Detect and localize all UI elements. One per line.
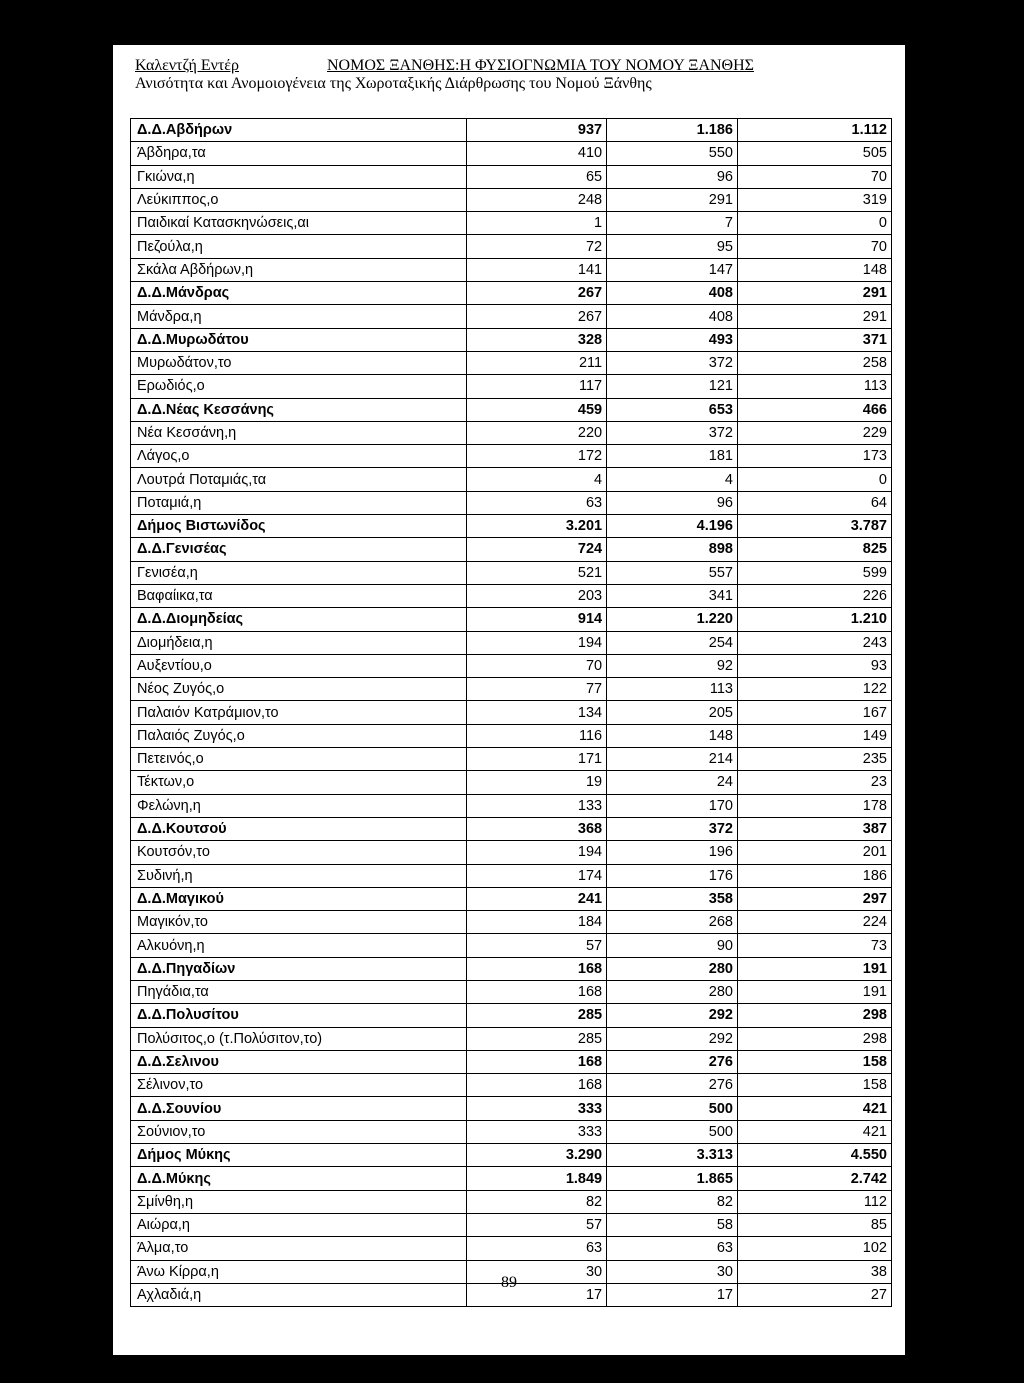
table-row-total bbox=[131, 119, 892, 142]
value-cell-1: 194 bbox=[467, 841, 607, 864]
value-cell-2: 95 bbox=[607, 235, 738, 258]
table-row-total bbox=[131, 515, 892, 538]
settlement-name-cell: Αχλαδιά,η bbox=[131, 1283, 467, 1306]
value-cell-3: 466 bbox=[737, 398, 891, 421]
value-cell-1: 171 bbox=[467, 748, 607, 771]
settlement-name-cell: Γενισέα,η bbox=[131, 561, 467, 584]
value-cell-1: 521 bbox=[467, 561, 607, 584]
value-cell-3: 186 bbox=[737, 864, 891, 887]
value-cell-3: 421 bbox=[737, 1097, 891, 1120]
document-page bbox=[113, 45, 905, 1355]
value-cell-1: 172 bbox=[467, 445, 607, 468]
value-cell-3: 291 bbox=[737, 305, 891, 328]
value-cell-2: 408 bbox=[607, 282, 738, 305]
table-row-total bbox=[131, 398, 892, 421]
value-cell-1: 77 bbox=[467, 678, 607, 701]
value-cell-1: 141 bbox=[467, 258, 607, 281]
settlement-name-cell: Άβδηρα,τα bbox=[131, 142, 467, 165]
value-cell-1: 328 bbox=[467, 328, 607, 351]
table-row bbox=[131, 864, 892, 887]
table-row bbox=[131, 235, 892, 258]
value-cell-3: 298 bbox=[737, 1027, 891, 1050]
value-cell-3: 291 bbox=[737, 282, 891, 305]
value-cell-1: 241 bbox=[467, 887, 607, 910]
header-subtitle: Ανισότητα και Ανομοιογένεια της Χωροταξικής Διάρθρωσης του Νομού Ξάνθης bbox=[135, 75, 652, 92]
table-body bbox=[131, 119, 892, 1307]
value-cell-1: 333 bbox=[467, 1097, 607, 1120]
table-row bbox=[131, 468, 892, 491]
value-cell-3: 319 bbox=[737, 188, 891, 211]
value-cell-3: 371 bbox=[737, 328, 891, 351]
settlement-name-cell: Τέκτων,ο bbox=[131, 771, 467, 794]
value-cell-1: 203 bbox=[467, 584, 607, 607]
table-row bbox=[131, 1190, 892, 1213]
value-cell-2: 170 bbox=[607, 794, 738, 817]
table-row bbox=[131, 584, 892, 607]
table-row-total bbox=[131, 1144, 892, 1167]
value-cell-1: 3.201 bbox=[467, 515, 607, 538]
value-cell-3: 4.550 bbox=[737, 1144, 891, 1167]
table-row bbox=[131, 701, 892, 724]
table-row-total bbox=[131, 538, 892, 561]
value-cell-1: 1.849 bbox=[467, 1167, 607, 1190]
table-row-total bbox=[131, 608, 892, 631]
settlement-name-cell: Δ.Δ.Πηγαδίων bbox=[131, 957, 467, 980]
value-cell-2: 1.186 bbox=[607, 119, 738, 142]
value-cell-1: 82 bbox=[467, 1190, 607, 1213]
value-cell-2: 292 bbox=[607, 1027, 738, 1050]
table-row bbox=[131, 142, 892, 165]
settlement-name-cell: Δ.Δ.Μάνδρας bbox=[131, 282, 467, 305]
value-cell-2: 280 bbox=[607, 980, 738, 1003]
value-cell-3: 191 bbox=[737, 980, 891, 1003]
settlement-name-cell: Σμίνθη,η bbox=[131, 1190, 467, 1213]
value-cell-2: 214 bbox=[607, 748, 738, 771]
value-cell-2: 898 bbox=[607, 538, 738, 561]
settlement-name-cell: Μάνδρα,η bbox=[131, 305, 467, 328]
value-cell-3: 27 bbox=[737, 1283, 891, 1306]
value-cell-3: 158 bbox=[737, 1050, 891, 1073]
value-cell-1: 168 bbox=[467, 1050, 607, 1073]
value-cell-2: 4 bbox=[607, 468, 738, 491]
value-cell-1: 174 bbox=[467, 864, 607, 887]
value-cell-2: 1.865 bbox=[607, 1167, 738, 1190]
value-cell-2: 90 bbox=[607, 934, 738, 957]
value-cell-2: 58 bbox=[607, 1213, 738, 1236]
settlement-name-cell: Αυξεντίου,ο bbox=[131, 654, 467, 677]
value-cell-2: 121 bbox=[607, 375, 738, 398]
value-cell-3: 243 bbox=[737, 631, 891, 654]
settlement-name-cell: Ποταμιά,η bbox=[131, 491, 467, 514]
value-cell-2: 276 bbox=[607, 1074, 738, 1097]
header-line bbox=[135, 57, 875, 75]
value-cell-2: 148 bbox=[607, 724, 738, 747]
table-row-total bbox=[131, 328, 892, 351]
value-cell-3: 1.112 bbox=[737, 119, 891, 142]
value-cell-3: 224 bbox=[737, 911, 891, 934]
value-cell-3: 64 bbox=[737, 491, 891, 514]
value-cell-3: 158 bbox=[737, 1074, 891, 1097]
settlement-name-cell: Άλμα,το bbox=[131, 1237, 467, 1260]
value-cell-1: 184 bbox=[467, 911, 607, 934]
value-cell-3: 226 bbox=[737, 584, 891, 607]
value-cell-2: 500 bbox=[607, 1120, 738, 1143]
value-cell-1: 724 bbox=[467, 538, 607, 561]
table-row-total bbox=[131, 282, 892, 305]
settlement-name-cell: Πετεινός,ο bbox=[131, 748, 467, 771]
table-row-total bbox=[131, 957, 892, 980]
table-row bbox=[131, 351, 892, 374]
value-cell-1: 1 bbox=[467, 212, 607, 235]
value-cell-1: 63 bbox=[467, 491, 607, 514]
value-cell-3: 229 bbox=[737, 421, 891, 444]
table-row bbox=[131, 1120, 892, 1143]
value-cell-2: 181 bbox=[607, 445, 738, 468]
settlement-name-cell: Ερωδιός,ο bbox=[131, 375, 467, 398]
table-row-total bbox=[131, 887, 892, 910]
value-cell-3: 201 bbox=[737, 841, 891, 864]
value-cell-1: 914 bbox=[467, 608, 607, 631]
value-cell-1: 333 bbox=[467, 1120, 607, 1143]
value-cell-2: 254 bbox=[607, 631, 738, 654]
settlement-name-cell: Δήμος Μύκης bbox=[131, 1144, 467, 1167]
value-cell-3: 149 bbox=[737, 724, 891, 747]
value-cell-1: 63 bbox=[467, 1237, 607, 1260]
value-cell-1: 937 bbox=[467, 119, 607, 142]
settlement-name-cell: Νέος Ζυγός,ο bbox=[131, 678, 467, 701]
table-row bbox=[131, 841, 892, 864]
settlement-name-cell: Δ.Δ.Μαγικού bbox=[131, 887, 467, 910]
table-row bbox=[131, 212, 892, 235]
table-row bbox=[131, 794, 892, 817]
value-cell-2: 1.220 bbox=[607, 608, 738, 631]
settlement-name-cell: Γκιώνα,η bbox=[131, 165, 467, 188]
value-cell-2: 196 bbox=[607, 841, 738, 864]
value-cell-2: 205 bbox=[607, 701, 738, 724]
value-cell-2: 372 bbox=[607, 421, 738, 444]
table-row bbox=[131, 305, 892, 328]
value-cell-1: 267 bbox=[467, 305, 607, 328]
value-cell-3: 148 bbox=[737, 258, 891, 281]
value-cell-2: 268 bbox=[607, 911, 738, 934]
value-cell-2: 7 bbox=[607, 212, 738, 235]
value-cell-2: 30 bbox=[607, 1260, 738, 1283]
value-cell-1: 117 bbox=[467, 375, 607, 398]
settlement-name-cell: Νέα Κεσσάνη,η bbox=[131, 421, 467, 444]
value-cell-3: 258 bbox=[737, 351, 891, 374]
settlement-name-cell: Δ.Δ.Σουνίου bbox=[131, 1097, 467, 1120]
value-cell-3: 173 bbox=[737, 445, 891, 468]
settlement-name-cell: Διομήδεια,η bbox=[131, 631, 467, 654]
settlement-name-cell: Αλκυόνη,η bbox=[131, 934, 467, 957]
settlement-name-cell: Λουτρά Ποταμιάς,τα bbox=[131, 468, 467, 491]
value-cell-2: 372 bbox=[607, 817, 738, 840]
settlement-name-cell: Δ.Δ.Μυρωδάτου bbox=[131, 328, 467, 351]
population-table-container bbox=[130, 118, 892, 1307]
table-row-total bbox=[131, 1004, 892, 1027]
value-cell-1: 285 bbox=[467, 1004, 607, 1027]
value-cell-1: 134 bbox=[467, 701, 607, 724]
value-cell-3: 2.742 bbox=[737, 1167, 891, 1190]
table-row bbox=[131, 165, 892, 188]
value-cell-1: 368 bbox=[467, 817, 607, 840]
value-cell-2: 280 bbox=[607, 957, 738, 980]
table-row bbox=[131, 1074, 892, 1097]
value-cell-3: 23 bbox=[737, 771, 891, 794]
value-cell-2: 24 bbox=[607, 771, 738, 794]
table-row bbox=[131, 980, 892, 1003]
value-cell-1: 168 bbox=[467, 980, 607, 1003]
value-cell-3: 102 bbox=[737, 1237, 891, 1260]
value-cell-1: 168 bbox=[467, 1074, 607, 1097]
table-row-total bbox=[131, 1167, 892, 1190]
value-cell-3: 387 bbox=[737, 817, 891, 840]
value-cell-2: 96 bbox=[607, 165, 738, 188]
settlement-name-cell: Δ.Δ.Μύκης bbox=[131, 1167, 467, 1190]
settlement-name-cell: Φελώνη,η bbox=[131, 794, 467, 817]
table-row bbox=[131, 1237, 892, 1260]
settlement-name-cell: Δ.Δ.Κουτσού bbox=[131, 817, 467, 840]
settlement-name-cell: Μυρωδάτον,το bbox=[131, 351, 467, 374]
settlement-name-cell: Αιώρα,η bbox=[131, 1213, 467, 1236]
header-title: ΝΟΜΟΣ ΞΑΝΘΗΣ:Η ΦΥΣΙΟΓΝΩΜΙΑ ΤΟΥ ΝΟΜΟΥ ΞΑΝΘΗΣ bbox=[327, 57, 754, 74]
value-cell-2: 408 bbox=[607, 305, 738, 328]
value-cell-2: 3.313 bbox=[607, 1144, 738, 1167]
value-cell-3: 122 bbox=[737, 678, 891, 701]
settlement-name-cell: Πεζούλα,η bbox=[131, 235, 467, 258]
value-cell-3: 0 bbox=[737, 468, 891, 491]
settlement-name-cell: Λάγος,ο bbox=[131, 445, 467, 468]
table-row bbox=[131, 188, 892, 211]
value-cell-2: 291 bbox=[607, 188, 738, 211]
value-cell-1: 70 bbox=[467, 654, 607, 677]
page-header bbox=[135, 57, 875, 93]
table-row-total bbox=[131, 817, 892, 840]
table-row bbox=[131, 445, 892, 468]
settlement-name-cell: Βαφαίικα,τα bbox=[131, 584, 467, 607]
header-author: Καλεντζή Εντέρ bbox=[135, 57, 239, 74]
settlement-name-cell: Μαγικόν,το bbox=[131, 911, 467, 934]
settlement-name-cell: Πηγάδια,τα bbox=[131, 980, 467, 1003]
value-cell-1: 3.290 bbox=[467, 1144, 607, 1167]
value-cell-1: 19 bbox=[467, 771, 607, 794]
value-cell-3: 505 bbox=[737, 142, 891, 165]
value-cell-3: 178 bbox=[737, 794, 891, 817]
settlement-name-cell: Σέλινον,το bbox=[131, 1074, 467, 1097]
value-cell-2: 500 bbox=[607, 1097, 738, 1120]
value-cell-3: 112 bbox=[737, 1190, 891, 1213]
settlement-name-cell: Παιδικαί Κατασκηνώσεις,αι bbox=[131, 212, 467, 235]
table-row bbox=[131, 1213, 892, 1236]
table-row bbox=[131, 748, 892, 771]
value-cell-1: 410 bbox=[467, 142, 607, 165]
value-cell-1: 168 bbox=[467, 957, 607, 980]
settlement-name-cell: Σκάλα Αβδήρων,η bbox=[131, 258, 467, 281]
page-number: 89 bbox=[501, 1274, 517, 1291]
value-cell-1: 57 bbox=[467, 1213, 607, 1236]
population-table bbox=[130, 118, 892, 1307]
value-cell-2: 341 bbox=[607, 584, 738, 607]
value-cell-1: 72 bbox=[467, 235, 607, 258]
table-row bbox=[131, 1027, 892, 1050]
table-row bbox=[131, 491, 892, 514]
value-cell-2: 176 bbox=[607, 864, 738, 887]
value-cell-2: 493 bbox=[607, 328, 738, 351]
value-cell-3: 235 bbox=[737, 748, 891, 771]
settlement-name-cell: Πολύσιτος,ο (τ.Πολύσιτον,το) bbox=[131, 1027, 467, 1050]
settlement-name-cell: Παλαιόν Κατράμιον,το bbox=[131, 701, 467, 724]
value-cell-3: 73 bbox=[737, 934, 891, 957]
settlement-name-cell: Άνω Κίρρα,η bbox=[131, 1260, 467, 1283]
value-cell-3: 113 bbox=[737, 375, 891, 398]
table-row bbox=[131, 771, 892, 794]
table-row bbox=[131, 724, 892, 747]
settlement-name-cell: Κουτσόν,το bbox=[131, 841, 467, 864]
table-row-total bbox=[131, 1097, 892, 1120]
value-cell-2: 292 bbox=[607, 1004, 738, 1027]
settlement-name-cell: Λεύκιππος,ο bbox=[131, 188, 467, 211]
value-cell-3: 0 bbox=[737, 212, 891, 235]
table-row bbox=[131, 934, 892, 957]
value-cell-2: 557 bbox=[607, 561, 738, 584]
table-row-total bbox=[131, 1050, 892, 1073]
value-cell-1: 133 bbox=[467, 794, 607, 817]
value-cell-3: 93 bbox=[737, 654, 891, 677]
table-row bbox=[131, 678, 892, 701]
settlement-name-cell: Δ.Δ.Αβδήρων bbox=[131, 119, 467, 142]
value-cell-3: 599 bbox=[737, 561, 891, 584]
value-cell-3: 297 bbox=[737, 887, 891, 910]
value-cell-1: 285 bbox=[467, 1027, 607, 1050]
value-cell-3: 70 bbox=[737, 165, 891, 188]
settlement-name-cell: Δ.Δ.Πολυσίτου bbox=[131, 1004, 467, 1027]
settlement-name-cell: Σούνιον,το bbox=[131, 1120, 467, 1143]
value-cell-1: 194 bbox=[467, 631, 607, 654]
settlement-name-cell: Δ.Δ.Σελινου bbox=[131, 1050, 467, 1073]
value-cell-2: 82 bbox=[607, 1190, 738, 1213]
value-cell-2: 550 bbox=[607, 142, 738, 165]
value-cell-2: 358 bbox=[607, 887, 738, 910]
value-cell-3: 70 bbox=[737, 235, 891, 258]
table-row bbox=[131, 654, 892, 677]
value-cell-1: 4 bbox=[467, 468, 607, 491]
value-cell-1: 267 bbox=[467, 282, 607, 305]
value-cell-3: 825 bbox=[737, 538, 891, 561]
value-cell-3: 421 bbox=[737, 1120, 891, 1143]
value-cell-1: 116 bbox=[467, 724, 607, 747]
table-row bbox=[131, 911, 892, 934]
table-row bbox=[131, 561, 892, 584]
table-row bbox=[131, 421, 892, 444]
value-cell-2: 4.196 bbox=[607, 515, 738, 538]
settlement-name-cell: Δ.Δ.Διομηδείας bbox=[131, 608, 467, 631]
value-cell-3: 3.787 bbox=[737, 515, 891, 538]
value-cell-1: 459 bbox=[467, 398, 607, 421]
value-cell-1: 220 bbox=[467, 421, 607, 444]
value-cell-2: 276 bbox=[607, 1050, 738, 1073]
table-row bbox=[131, 258, 892, 281]
value-cell-2: 92 bbox=[607, 654, 738, 677]
value-cell-1: 17 bbox=[467, 1283, 607, 1306]
value-cell-1: 211 bbox=[467, 351, 607, 374]
settlement-name-cell: Παλαιός Ζυγός,ο bbox=[131, 724, 467, 747]
table-row bbox=[131, 631, 892, 654]
value-cell-1: 65 bbox=[467, 165, 607, 188]
value-cell-3: 1.210 bbox=[737, 608, 891, 631]
value-cell-2: 372 bbox=[607, 351, 738, 374]
settlement-name-cell: Δ.Δ.Νέας Κεσσάνης bbox=[131, 398, 467, 421]
value-cell-3: 85 bbox=[737, 1213, 891, 1236]
value-cell-2: 653 bbox=[607, 398, 738, 421]
value-cell-1: 57 bbox=[467, 934, 607, 957]
value-cell-1: 30 bbox=[467, 1260, 607, 1283]
value-cell-3: 298 bbox=[737, 1004, 891, 1027]
value-cell-3: 167 bbox=[737, 701, 891, 724]
settlement-name-cell: Συδινή,η bbox=[131, 864, 467, 887]
value-cell-2: 113 bbox=[607, 678, 738, 701]
value-cell-2: 17 bbox=[607, 1283, 738, 1306]
settlement-name-cell: Δ.Δ.Γενισέας bbox=[131, 538, 467, 561]
settlement-name-cell: Δήμος Βιστωνίδος bbox=[131, 515, 467, 538]
table-row bbox=[131, 375, 892, 398]
value-cell-3: 191 bbox=[737, 957, 891, 980]
value-cell-2: 63 bbox=[607, 1237, 738, 1260]
value-cell-2: 147 bbox=[607, 258, 738, 281]
value-cell-1: 248 bbox=[467, 188, 607, 211]
value-cell-3: 38 bbox=[737, 1260, 891, 1283]
value-cell-2: 96 bbox=[607, 491, 738, 514]
